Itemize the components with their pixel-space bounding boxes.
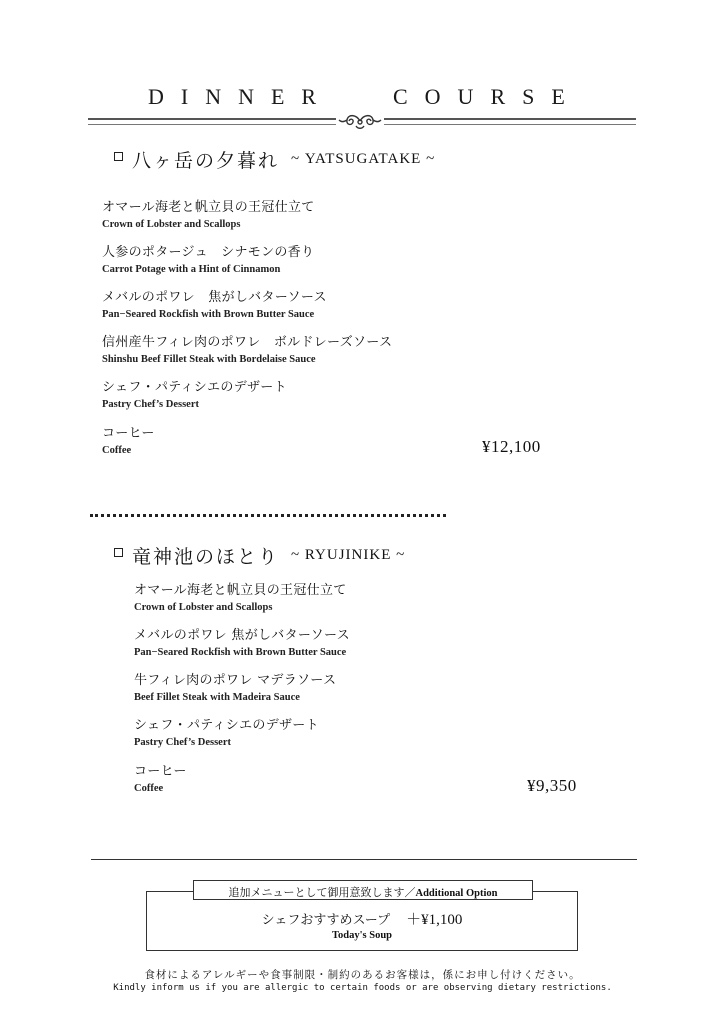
menu-item-en: Shinshu Beef Fillet Steak with Bordelaise Sauce xyxy=(102,354,316,365)
menu-item-ja: 人参のポタージュ シナモンの香り xyxy=(102,245,315,260)
menu-item xyxy=(102,426,155,457)
allergy-note-ja: 食材によるアレルギーや食事制限・制約のあるお客様は，係にお申し付けください。 xyxy=(144,969,581,981)
course-name-en: ~ YATSUGATAKE ~ xyxy=(291,151,436,167)
course-price: ¥9,350 xyxy=(527,776,577,795)
menu-item-ja: シェフ・パティシエのデザート xyxy=(102,380,287,395)
additional-option-label-ja: 追加メニューとして御用意致します／ xyxy=(228,886,416,899)
soup-name-en: Today's Soup xyxy=(331,930,393,941)
course-price: ¥12,100 xyxy=(482,437,541,456)
menu-item xyxy=(134,718,319,749)
square-bullet-icon xyxy=(114,152,123,161)
course-divider xyxy=(90,514,446,517)
menu-item-ja: オマール海老と帆立貝の王冠仕立て xyxy=(134,583,347,598)
section-divider xyxy=(91,859,637,860)
menu-item-ja: メバルのポワレ 焦がしバターソース xyxy=(134,628,350,643)
soup-price: ＋¥1,100 xyxy=(406,912,463,928)
course-heading-yatsugatake xyxy=(114,146,435,173)
menu-item-en: Pastry Chef’s Dessert xyxy=(134,737,231,748)
menu-item-ja: シェフ・パティシエのデザート xyxy=(134,718,319,733)
menu-item-en: Coffee xyxy=(102,445,132,456)
menu-item-en: Crown of Lobster and Scallops xyxy=(134,602,273,613)
square-bullet-icon xyxy=(114,548,123,557)
course-name-en: ~ RYUJINIKE ~ xyxy=(291,547,406,563)
menu-item xyxy=(134,583,347,614)
menu-item xyxy=(102,380,287,411)
menu-item-en: Pan−Seared Rockfish with Brown Butter Sauce xyxy=(134,647,347,658)
course-name-ja: 八ヶ岳の夕暮れ xyxy=(132,150,280,172)
menu-item xyxy=(102,245,314,276)
menu-item-en: Carrot Potage with a Hint of Cinnamon xyxy=(102,264,281,275)
menu-item xyxy=(134,764,187,795)
menu-item-en: Coffee xyxy=(134,783,164,794)
allergy-note-en: Kindly inform us if you are allergic to certain foods or are observing dietary restrictions. xyxy=(113,983,612,993)
menu-item xyxy=(102,290,327,321)
menu-item xyxy=(134,628,350,659)
menu-item xyxy=(102,200,315,231)
menu-item-ja: メバルのポワレ 焦がしバターソース xyxy=(102,290,327,305)
menu-item-ja: コーヒー xyxy=(102,426,155,441)
menu-item xyxy=(134,673,336,704)
menu-item-en: Beef Fillet Steak with Madeira Sauce xyxy=(134,692,300,703)
course-heading-ryujinike xyxy=(114,542,405,569)
menu-item xyxy=(102,335,392,366)
menu-item-ja: 信州産牛フィレ肉のポワレ ボルドレーズソース xyxy=(102,335,393,350)
menu-item-ja: 牛フィレ肉のポワレ マデラソース xyxy=(134,673,337,688)
menu-item-en: Crown of Lobster and Scallops xyxy=(102,219,241,230)
soup-name-ja: シェフおすすめスープ xyxy=(261,913,391,928)
menu-item-en: Pastry Chef’s Dessert xyxy=(102,399,199,410)
scroll-ornament-icon xyxy=(336,110,384,132)
menu-item-en: Pan−Seared Rockfish with Brown Butter Sauce xyxy=(102,309,315,320)
additional-option-label-en: Additional Option xyxy=(415,888,498,899)
menu-item-ja: オマール海老と帆立貝の王冠仕立て xyxy=(102,200,315,215)
additional-option-label xyxy=(193,880,533,900)
soup-option xyxy=(146,908,578,929)
title-word-dinner: DINNER xyxy=(148,84,334,109)
title-word-course: COURSE xyxy=(393,84,582,109)
menu-item-ja: コーヒー xyxy=(134,764,187,779)
course-name-ja: 竜神池のほとり xyxy=(132,546,280,568)
